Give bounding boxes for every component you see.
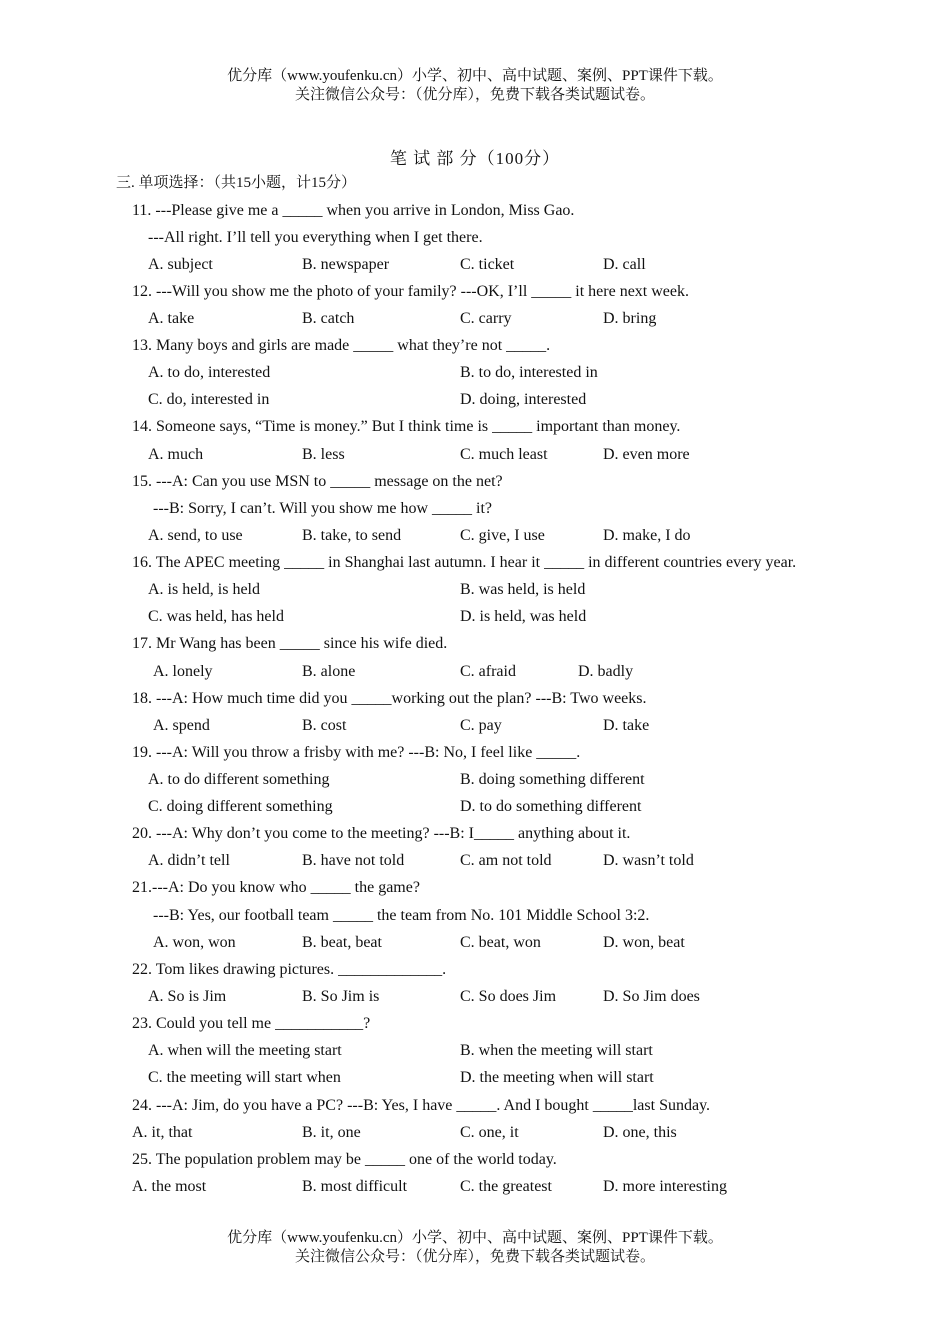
question-20-option-c: C. am not told (460, 852, 552, 869)
question-22-option-b: B. So Jim is (302, 988, 380, 1005)
question-17-stem: 17. Mr Wang has been _____ since his wife died. (132, 635, 448, 652)
question-22-stem: 22. Tom likes drawing pictures. _____________. (132, 961, 447, 978)
question-21-stem: 21.---A: Do you know who _____ the game? (132, 879, 420, 896)
header-line-1: 优分库（www.youfenku.cn）小学、初中、高中试题、案例、PPT课件下载。 (227, 68, 723, 84)
question-13-stem: 13. Many boys and girls are made _____ what they’re not _____. (132, 337, 551, 354)
question-18-option-a: A. spend (153, 717, 210, 734)
header-line-2: 关注微信公众号：（优分库），免费下载各类试题试卷。 (294, 87, 655, 103)
question-17-option-a: A. lonely (153, 663, 213, 680)
question-23-option-c: C. the meeting will start when (148, 1069, 341, 1086)
question-15-option-a: A. send, to use (148, 527, 243, 544)
question-23-option-d: D. the meeting when will start (460, 1069, 654, 1086)
question-18-stem: 18. ---A: How much time did you _____working out the plan? ---B: Two weeks. (132, 690, 647, 707)
question-15-option-b: B. take, to send (302, 527, 402, 544)
question-13-option-d: D. doing, interested (460, 391, 587, 408)
question-19-option-a: A. to do different something (148, 771, 330, 788)
question-16-stem: 16. The APEC meeting _____ in Shanghai last autumn. I hear it _____ in different countries every year. (132, 554, 797, 571)
question-25-option-a: A. the most (132, 1178, 207, 1195)
question-17-option-c: C. afraid (460, 663, 516, 680)
question-15-option-d: D. make, I do (603, 527, 691, 544)
section-heading: 三. 单项选择：（共15小题，计15分） (116, 175, 357, 191)
question-20-option-b: B. have not told (302, 852, 405, 869)
question-11-option-b: B. newspaper (302, 256, 390, 273)
question-17-option-b: B. alone (302, 663, 356, 680)
question-19-option-d: D. to do something different (460, 798, 642, 815)
question-15-option-c: C. give, I use (460, 527, 545, 544)
question-22-option-d: D. So Jim does (603, 988, 700, 1005)
question-22-option-a: A. So is Jim (148, 988, 227, 1005)
question-25-option-b: B. most difficult (302, 1178, 408, 1195)
question-20-option-a: A. didn’t tell (148, 852, 230, 869)
question-17-option-d: D. badly (578, 663, 634, 680)
question-16-option-a: A. is held, is held (148, 581, 260, 598)
question-24-option-a: A. it, that (132, 1124, 193, 1141)
question-21-option-b: B. beat, beat (302, 934, 382, 951)
question-21-option-a: A. won, won (153, 934, 236, 951)
question-20-stem: 20. ---A: Why don’t you come to the meeting? ---B: I_____ anything about it. (132, 825, 631, 842)
question-14-option-b: B. less (302, 446, 345, 463)
question-19-option-b: B. doing something different (460, 771, 645, 788)
question-13-option-c: C. do, interested in (148, 391, 270, 408)
footer-line-2: 关注微信公众号：（优分库），免费下载各类试题试卷。 (294, 1249, 655, 1265)
question-14-option-c: C. much least (460, 446, 548, 463)
footer-line-1: 优分库（www.youfenku.cn）小学、初中、高中试题、案例、PPT课件下载。 (227, 1230, 723, 1246)
question-21-option-d: D. won, beat (603, 934, 685, 951)
question-11-option-a: A. subject (148, 256, 213, 273)
question-12-stem: 12. ---Will you show me the photo of your family? ---OK, I’ll _____ it here next week. (132, 283, 689, 300)
question-12-option-c: C. carry (460, 310, 512, 327)
question-23-option-a: A. when will the meeting start (148, 1042, 342, 1059)
question-14-option-d: D. even more (603, 446, 690, 463)
question-21-option-c: C. beat, won (460, 934, 541, 951)
question-13-option-b: B. to do, interested in (460, 364, 598, 381)
question-25-stem: 25. The population problem may be _____ one of the world today. (132, 1151, 557, 1168)
question-23-stem: 23. Could you tell me ___________? (132, 1015, 371, 1032)
question-24-stem: 24. ---A: Jim, do you have a PC? ---B: Yes, I have _____. And I bought _____last Sunday. (132, 1097, 711, 1114)
question-16-option-c: C. was held, has held (148, 608, 284, 625)
question-19-stem: 19. ---A: Will you throw a frisby with me? ---B: No, I feel like _____. (132, 744, 581, 761)
question-12-option-b: B. catch (302, 310, 355, 327)
section-title: 笔 试 部 分（100分） (389, 149, 561, 168)
question-15-stem: 15. ---A: Can you use MSN to _____ message on the net? (132, 473, 503, 490)
question-18-option-d: D. take (603, 717, 650, 734)
question-24-option-b: B. it, one (302, 1124, 361, 1141)
question-13-option-a: A. to do, interested (148, 364, 271, 381)
question-20-option-d: D. wasn’t told (603, 852, 694, 869)
question-11-stem-2: ---All right. I’ll tell you everything when I get there. (148, 229, 483, 246)
question-14-option-a: A. much (148, 446, 204, 463)
question-19-option-c: C. doing different something (148, 798, 333, 815)
question-24-option-d: D. one, this (603, 1124, 677, 1141)
question-15-stem-2: ---B: Sorry, I can’t. Will you show me how _____ it? (153, 500, 493, 517)
question-24-option-c: C. one, it (460, 1124, 519, 1141)
question-18-option-c: C. pay (460, 717, 502, 734)
question-12-option-d: D. bring (603, 310, 657, 327)
question-14-stem: 14. Someone says, “Time is money.” But I think time is _____ important than money. (132, 418, 681, 435)
question-11-stem: 11. ---Please give me a _____ when you arrive in London, Miss Gao. (132, 202, 575, 219)
question-16-option-b: B. was held, is held (460, 581, 586, 598)
question-12-option-a: A. take (148, 310, 195, 327)
question-22-option-c: C. So does Jim (460, 988, 557, 1005)
question-11-option-c: C. ticket (460, 256, 515, 273)
question-18-option-b: B. cost (302, 717, 347, 734)
question-11-option-d: D. call (603, 256, 646, 273)
question-16-option-d: D. is held, was held (460, 608, 587, 625)
question-23-option-b: B. when the meeting will start (460, 1042, 653, 1059)
question-21-stem-2: ---B: Yes, our football team _____ the team from No. 101 Middle School 3:2. (153, 907, 650, 924)
question-25-option-d: D. more interesting (603, 1178, 727, 1195)
question-25-option-c: C. the greatest (460, 1178, 552, 1195)
